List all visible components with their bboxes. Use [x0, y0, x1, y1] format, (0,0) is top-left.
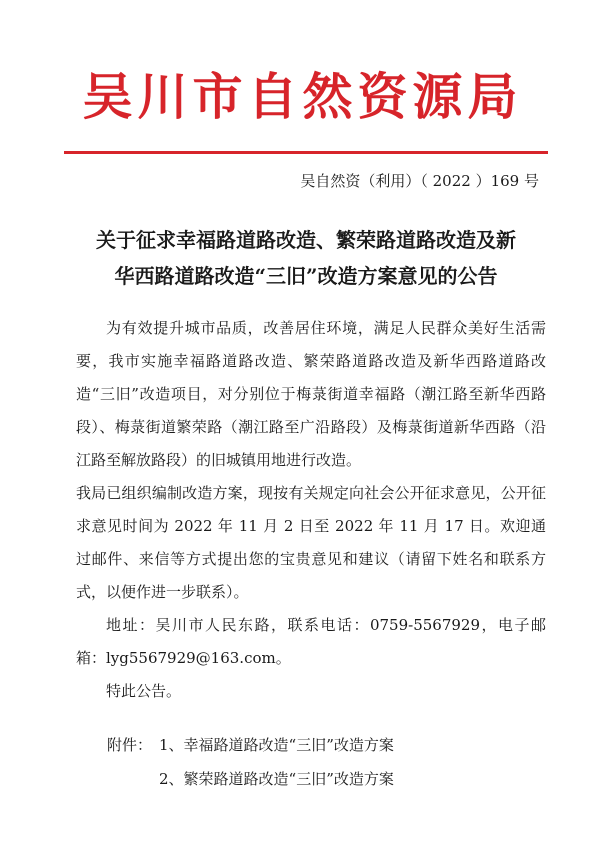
- body-paragraph-2: 我局已组织编制改造方案，现按有关规定向社会公开征求意见，公开征求意见时间为 2022 年 11 月 2 日至 2022 年 11 月 17 日。欢迎通过邮件、来信等方式提出您的宝贵意见和建议（请留下姓名和联系方式，以便作进一步联系）。: [76, 484, 546, 601]
- document-body: [76, 312, 546, 708]
- document-number: 吴自然资（利用）（ 2022 ）169 号: [300, 172, 539, 190]
- red-divider: [64, 151, 548, 154]
- document-title: [64, 222, 548, 294]
- attachment-item-1: 1、幸福路道路改造“三旧”改造方案: [159, 736, 394, 754]
- title-line-2: 华西路道路改造“三旧”改造方案意见的公告: [114, 264, 498, 288]
- title-line-1: 关于征求幸福路道路改造、繁荣路道路改造及新: [96, 228, 516, 252]
- body-paragraph-1: 为有效提升城市品质，改善居住环境，满足人民群众美好生活需要，我市实施幸福路道路改造、繁荣路道路改造及新华西路道路改造“三旧”改造项目，对分别位于梅菉街道幸福路（潮江路至新华西路段）、梅菉街道繁荣路（潮江路至广沿路段）及梅菉街道新华西路（沿江路至解放路段）的旧城镇用地进行改造。: [76, 319, 546, 469]
- agency-header: 吴川市自然资源局: [82, 67, 523, 126]
- attachment-item: [107, 728, 394, 762]
- attachments-list: [107, 728, 394, 796]
- attachment-item-2: 2、繁荣路道路改造“三旧”改造方案: [159, 770, 394, 788]
- contact-paragraph: 地址：吴川市人民东路，联系电话：0759-5567929，电子邮箱：lyg5567929@163.com。: [76, 616, 546, 667]
- closing-paragraph: 特此公告。: [106, 682, 182, 700]
- attachments-label: 附件：: [107, 736, 153, 754]
- attachment-item: [107, 762, 394, 796]
